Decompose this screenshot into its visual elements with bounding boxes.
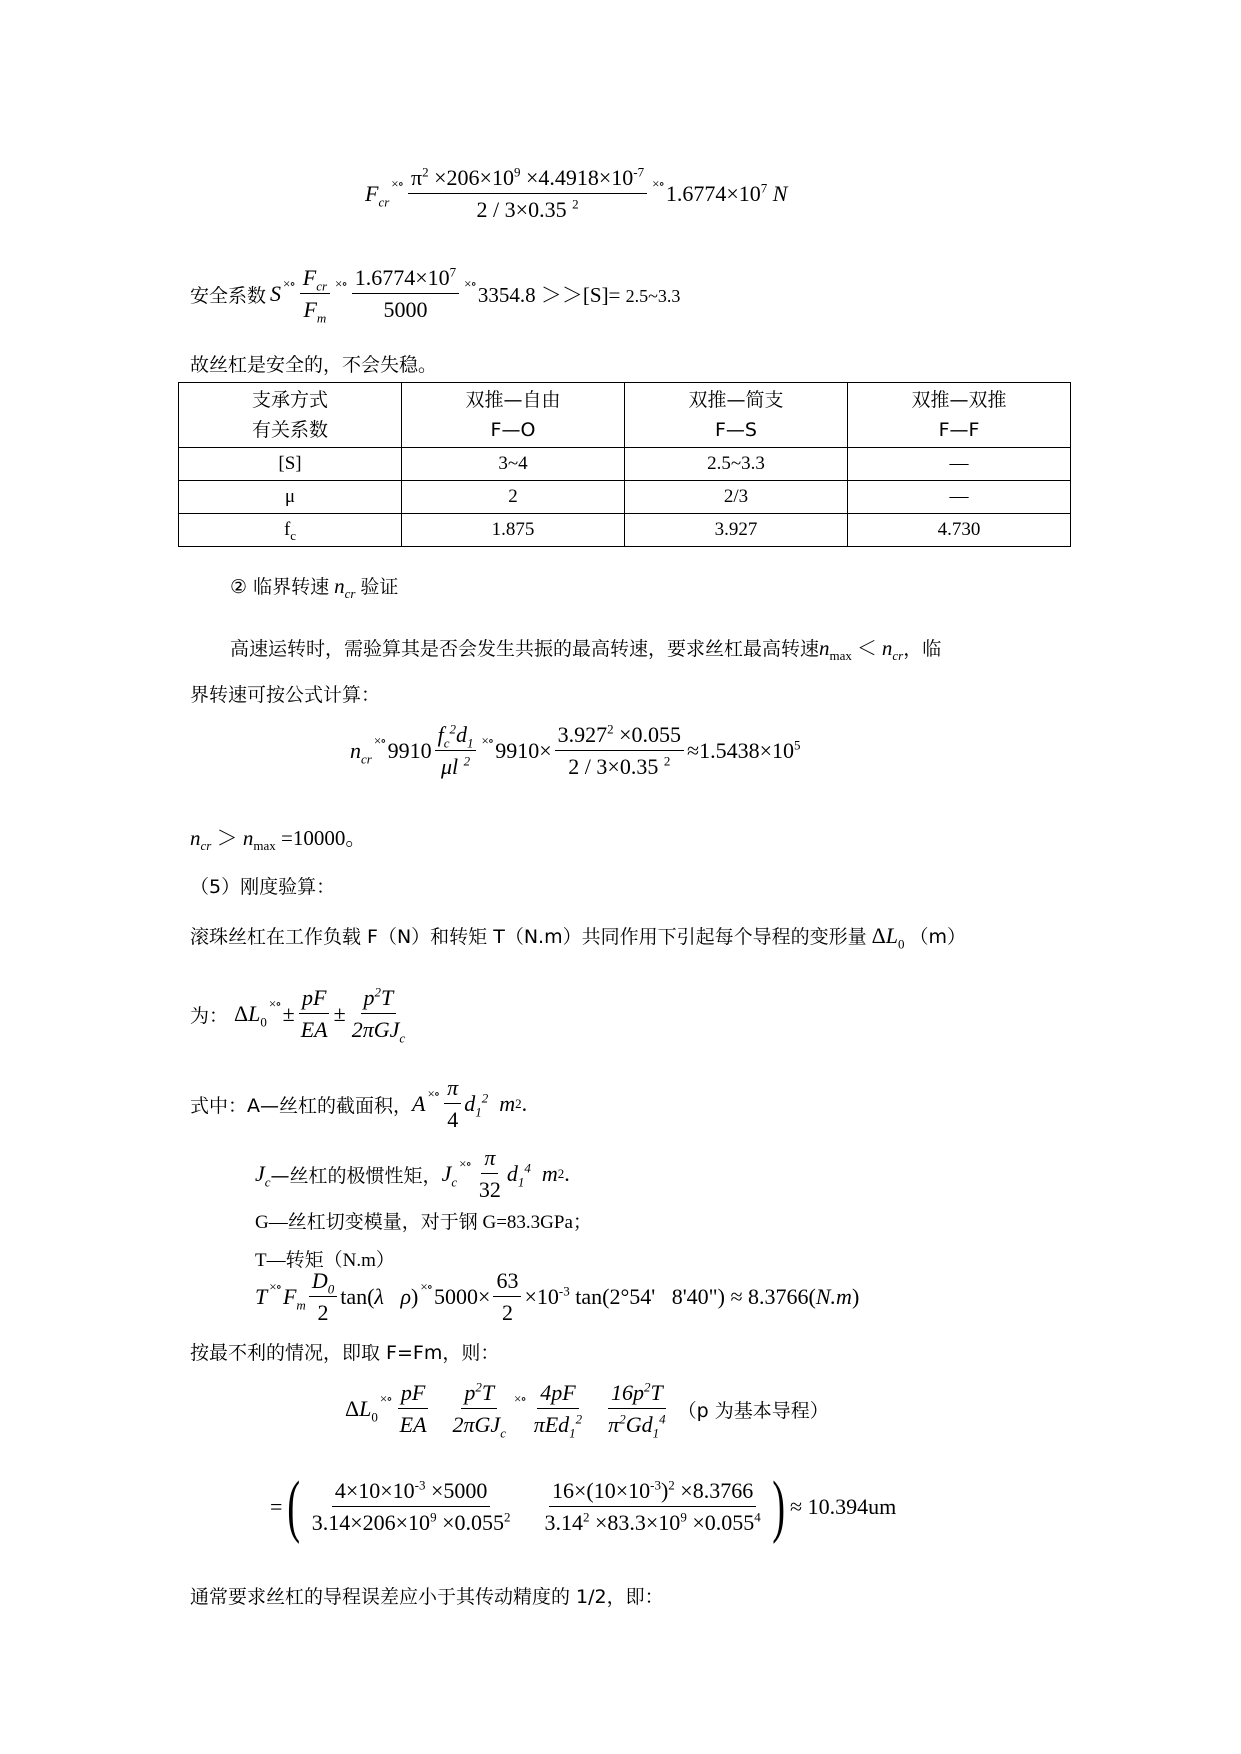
lead-error-line: 通常要求丝杠的导程误差应小于其传动精度的 1/2，即： [190,1586,664,1608]
table-cell: 4.730 [848,514,1071,547]
support-coefficient-table [178,382,1071,547]
table-cell: 1.875 [402,514,625,547]
table-row [179,481,1071,514]
section-critical-speed-title: ② 临界转速 $n_{cr}$ 验证 [230,574,399,602]
table-cell: [S] [179,448,402,481]
worst-case-line: 按最不利的情况，即取 F=Fm，则： [190,1342,500,1364]
table-header-cell: 双推—简支 F—S [625,383,848,448]
table-cell: 3~4 [402,448,625,481]
table-cell: 2 [402,481,625,514]
table-header-cell: 双推—自由 F—O [402,383,625,448]
safe-conclusion: 故丝杠是安全的，不会失稳。 [190,354,438,376]
paragraph-deformation: 滚珠丝杠在工作负载 F（N）和转矩 T（N.m）共同作用下引起每个导程的变形量 $\Delta L_0$ （m） [190,923,967,952]
table-header-cell: 双推—双推 F—F [848,383,1071,448]
section-stiffness-title: （5）刚度验算： [190,876,336,898]
table-cell: — [848,481,1071,514]
table-cell: $f_c$ [179,514,402,547]
table-row [179,514,1071,547]
safety-factor-equation: 安全系数 S ×∘ $\frac{F_{cr}}{F_m}$ ×∘ $\frac{1.6774\times 10^7}{5000}$ ×∘ 3354.8 ＞＞[S]= 2.5~3.3 [190,264,681,326]
table-cell: μ [179,481,402,514]
equation-fcr: $F_{cr}$ ×∘ $\frac{\pi^2 \times 206\times 10^9 \times 4.4918\times 10^{-7}}{2 / 3\times 0.35 ^2}$ ×∘ $1.6774\times 10^7$ N [365,164,788,222]
definition-polar-moment: $J_c$ —丝杠的极惯性矩， $J_c$ ×∘ $\frac{\pi}{32}$ $d_1^4$ m 2 . [255,1145,570,1202]
ncr-greater-nmax: $n_{cr} > n_{max} =10000$。 [190,826,367,854]
equation-delta-l0-expanded: $\Delta L_0$ ×∘ $\frac{pF}{EA}$ $\frac{p^2T}{2\pi GJ_c}$ ×∘ $\frac{4pF}{\pi Ed_1^2}$ $\frac{16p^2T}{\pi^2Gd_1^4}$ （p 为基本导程） [345,1379,829,1441]
table-cell: 2/3 [625,481,848,514]
equation-glyph: ×∘ [391,176,404,191]
paragraph-high-speed: 高速运转时，需验算其是否会发生共振的最高转速，要求丝杠最高转速$n_{max} < n_{cr}$，临 [230,636,942,664]
table-header-row [179,383,1071,448]
equation-ncr: $n_{cr}$ ×∘ 9910 $\frac{f_c^2d_1}{\mu l ^2}$ ×∘ 9910× $\frac{3.927^2 \times 0.055}{2 / 3\times 0.35 ^2}$ $\approx 1.5438\times 10^5$ [350,721,801,779]
definition-area: 式中：A—丝杠的截面积， A ×∘ $\frac{\pi}{4}$ $d_1^2$ m 2 . [190,1075,528,1132]
definition-torque: T—转矩（N.m） [255,1250,395,1271]
equation-deformation-result: = ( $\frac{4\times 10\times 10^{-3} \times 5000}{3.14\times 206\times 10^9 \times 0.055^2}$ $\frac{16\times(10\times 10^{-3})^2 \times 8.3766}{3.14^2 \times 83.3\times 10^9 \times 0.055^4}$ ) ≈ 10.394um [270,1468,897,1545]
definition-shear-modulus: G—丝杠切变模量，对于钢 G=83.3GPa； [255,1212,592,1233]
equation-delta-l0: 为： $\Delta L_0$ ×∘ ± $\frac{pF}{EA}$ ± $\frac{p^2T}{2\pi GJ_c}$ [190,984,406,1046]
safety-prefix: 安全系数 [190,284,267,307]
paragraph-formula-intro: 界转速可按公式计算： [190,684,381,706]
table-row [179,448,1071,481]
table-cell: 3.927 [625,514,848,547]
table-cell: 2.5~3.3 [625,448,848,481]
table-cell: — [848,448,1071,481]
equation-torque: T ×∘ $F_m$ $\frac{D_0}{2}$ tan(λ ρ) ×∘ 5000× $\frac{63}{2}$ $\times 10^{-3}$ tan(2°54' 8'40") ≈ 8.3766(N.m) [255,1268,860,1325]
table-header-cell: 支承方式 有关系数 [179,383,402,448]
